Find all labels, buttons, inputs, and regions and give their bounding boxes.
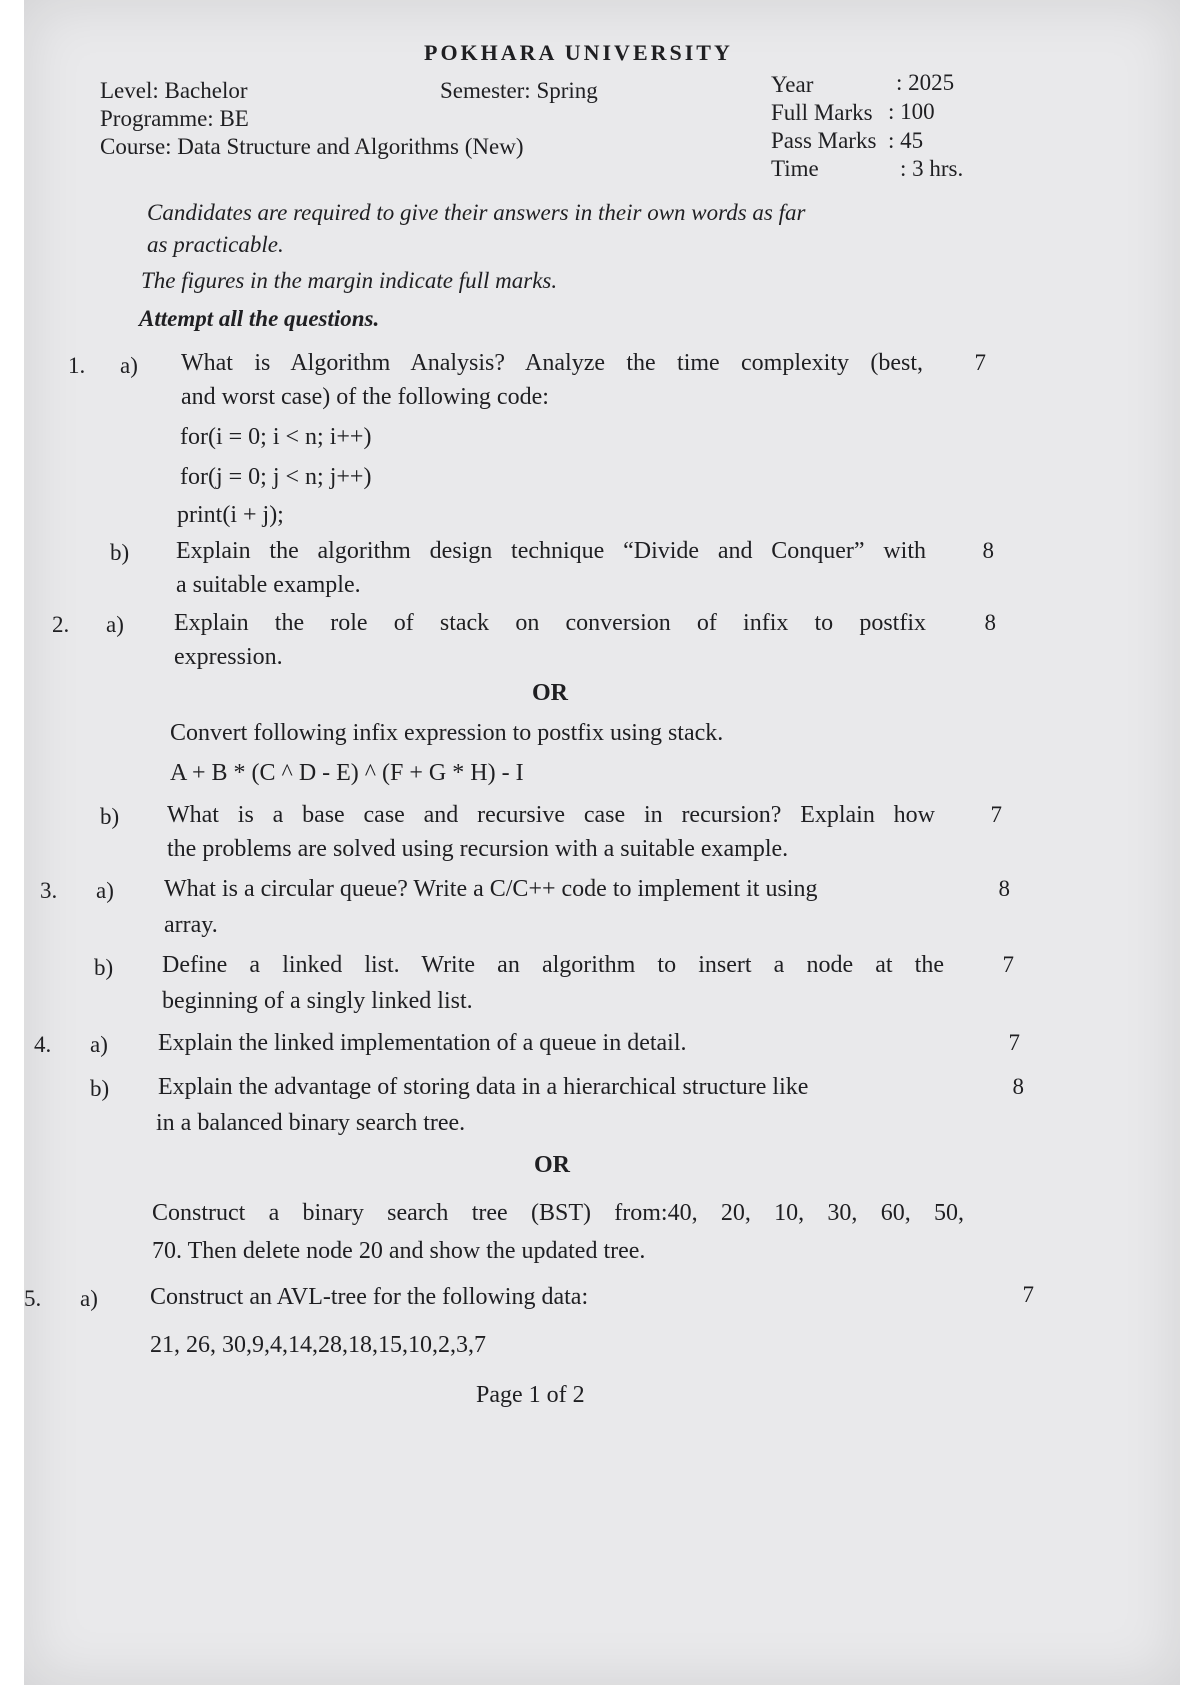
q4b-marks: 8: [1012, 1074, 1024, 1099]
course: Course: Data Structure and Algorithms (New): [100, 134, 524, 159]
instruction-line-4: Attempt all the questions.: [139, 306, 380, 331]
q1b-line-2: a suitable example.: [176, 572, 361, 598]
level: Level: Bachelor: [100, 78, 248, 103]
q2a-label: a): [106, 612, 124, 637]
year-label: Year: [771, 72, 814, 97]
time-value: : 3 hrs.: [900, 156, 964, 181]
university-title: POKHARA UNIVERSITY: [424, 40, 733, 65]
q4b-label: b): [90, 1076, 110, 1101]
instruction-line-2: as practicable.: [147, 232, 284, 257]
programme: Programme: BE: [100, 106, 249, 131]
q4-alt-line-2: 70. Then delete node 20 and show the updated tree.: [152, 1238, 646, 1264]
q3a-line-1: What is a circular queue? Write a C/C++ code to implement it using: [164, 876, 818, 902]
full-marks-value: : 100: [888, 99, 935, 124]
time-label: Time: [771, 156, 819, 181]
q4a-marks: 7: [1008, 1030, 1020, 1055]
instruction-line-1: Candidates are required to give their answers in their own words as far: [147, 200, 806, 225]
q3b-label: b): [94, 955, 114, 980]
instruction-line-3: The figures in the margin indicate full marks.: [141, 268, 558, 293]
q5a-line-1: Construct an AVL-tree for the following data:: [150, 1284, 589, 1310]
q4b-line-2: in a balanced binary search tree.: [156, 1110, 466, 1136]
q3a-label: a): [96, 878, 114, 903]
q1a-marks: 7: [974, 350, 986, 375]
q1b-marks: 8: [982, 538, 994, 563]
question-number-4: 4.: [34, 1032, 52, 1057]
question-number-5: 5.: [24, 1286, 42, 1311]
pass-marks-value: : 45: [888, 128, 924, 153]
q3a-marks: 8: [998, 876, 1010, 901]
q2a-line-2: expression.: [174, 644, 283, 670]
semester: Semester: Spring: [440, 78, 598, 103]
q1a-code-line-3: print(i + j);: [177, 502, 284, 528]
exam-paper: [24, 0, 1180, 1685]
q5a-marks: 7: [1022, 1282, 1034, 1307]
q4b-line-1: Explain the advantage of storing data in a hierarchical structure like: [158, 1074, 809, 1100]
q5a-data: 21, 26, 30,9,4,14,28,18,15,10,2,3,7: [150, 1332, 486, 1358]
q3b-marks: 7: [1002, 952, 1014, 977]
q3b-line-2: beginning of a singly linked list.: [162, 988, 473, 1014]
q4-alt-line-1: Construct a binary search tree (BST) from:40, 20, 10, 30, 60, 50,: [152, 1200, 964, 1226]
q1a-label: a): [120, 353, 138, 378]
year-value: : 2025: [896, 70, 955, 95]
q2b-line-1: What is a base case and recursive case in recursion? Explain how: [167, 802, 935, 828]
q1b-line-1: Explain the algorithm design technique “Divide and Conquer” with: [176, 538, 926, 564]
question-number-1: 1.: [68, 353, 86, 378]
pass-marks-label: Pass Marks: [771, 128, 877, 153]
q2-alt-expression: A + B * (C ^ D - E) ^ (F + G * H) - I: [170, 760, 524, 786]
q1a-line-2: and worst case) of the following code:: [181, 384, 549, 410]
q2b-line-2: the problems are solved using recursion with a suitable example.: [167, 836, 789, 862]
q4a-line-1: Explain the linked implementation of a queue in detail.: [158, 1030, 687, 1056]
q1b-label: b): [110, 540, 130, 565]
q1a-code-line-2: for(j = 0; j < n; j++): [180, 464, 372, 490]
q2b-label: b): [100, 804, 120, 829]
full-marks-label: Full Marks: [771, 100, 873, 125]
q2-alt-line-1: Convert following infix expression to postfix using stack.: [170, 720, 724, 746]
q5a-label: a): [80, 1286, 98, 1311]
page-number: Page 1 of 2: [476, 1382, 585, 1408]
q3a-line-2: array.: [164, 912, 218, 938]
q1a-code-line-1: for(i = 0; i < n; i++): [180, 424, 372, 450]
q2a-line-1: Explain the role of stack on conversion of infix to postfix: [174, 610, 926, 636]
q4a-label: a): [90, 1032, 108, 1057]
question-number-3: 3.: [40, 878, 58, 903]
q3b-line-1: Define a linked list. Write an algorithm to insert a node at the: [162, 952, 944, 978]
q4-or: OR: [534, 1152, 570, 1178]
q2-or: OR: [532, 680, 568, 706]
question-number-2: 2.: [52, 612, 70, 637]
q2b-marks: 7: [990, 802, 1002, 827]
q1a-line-1: What is Algorithm Analysis? Analyze the time complexity (best,: [181, 350, 923, 376]
q2a-marks: 8: [984, 610, 996, 635]
